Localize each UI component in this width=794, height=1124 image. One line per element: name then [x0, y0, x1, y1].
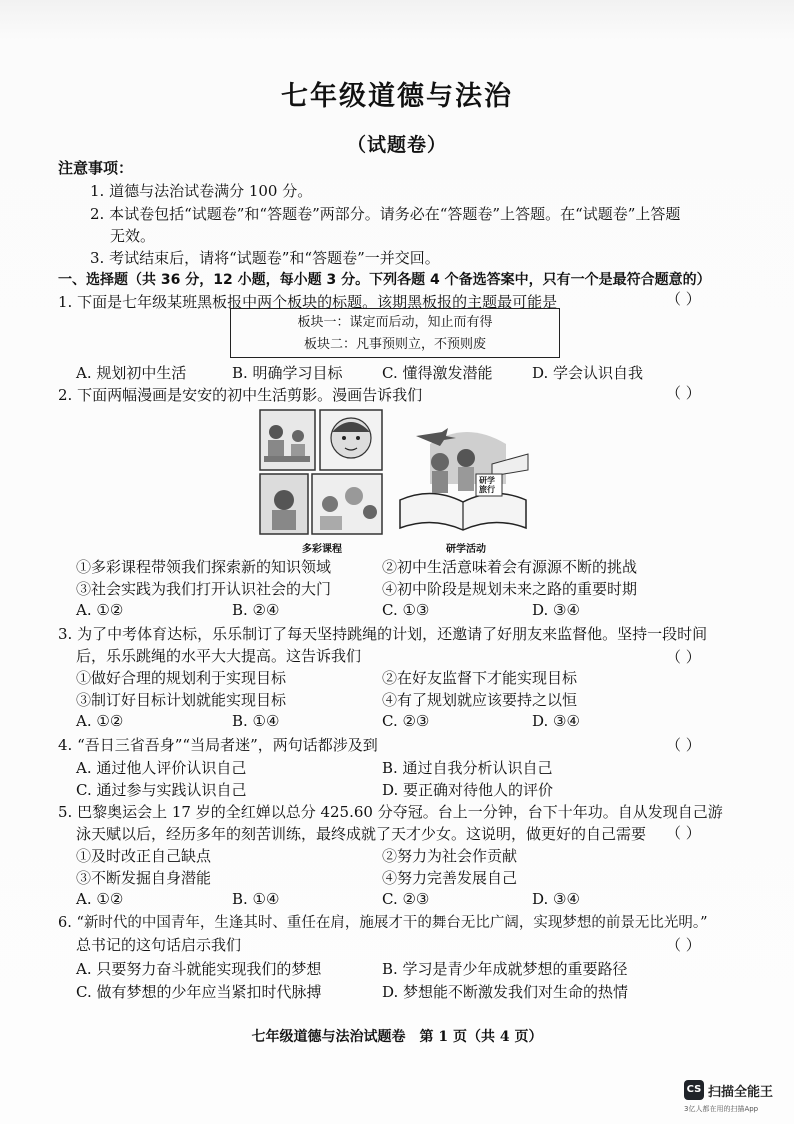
watermark-slogan: 3亿人都在用的扫描App: [684, 1105, 759, 1113]
question-2-stem: 2. 下面两幅漫画是安安的初中生活剪影。漫画告诉我们: [58, 386, 423, 404]
box-line: 板块一：谋定而后动，知止而有得: [297, 315, 493, 330]
answer-paren: （ ）: [666, 384, 701, 402]
note-item: 3. 考试结束后，请将“试题卷”和“答题卷”一并交回。: [90, 249, 440, 267]
note-item: 2. 本试卷包括“试题卷”和“答题卷”两部分。请务必在“答题卷”上答题。在“试题卷”上答题: [90, 205, 681, 223]
option-a: A. 只要努力奋斗就能实现我们的梦想: [76, 960, 322, 978]
option-c: C. 做有梦想的少年应当紧扣时代脉搏: [76, 983, 322, 1001]
option-d: D. 要正确对待他人的评价: [382, 781, 554, 799]
option-d: D. ③④: [532, 890, 580, 908]
camscanner-logo-icon: CS: [684, 1080, 704, 1100]
option-a: A. ①②: [76, 712, 124, 730]
question-1-stem: 1. 下面是七年级某班黑板报中两个板块的标题。该期黑板报的主题最可能是: [58, 293, 558, 311]
notes-heading: 注意事项：: [58, 159, 134, 177]
question-5-stem: 泳天赋以后，经历多年的刻苦训练，最终成就了天才少女。这说明，做更好的自己需要: [76, 825, 647, 843]
option-a: A. ①②: [76, 601, 124, 619]
statement: ①及时改正自己缺点: [76, 847, 212, 865]
answer-paren: （ ）: [666, 824, 701, 842]
section-heading: 一、选择题（共 36 分，12 小题，每小题 3 分。下列各题 4 个备选答案中，只有一个是最符合题意的）: [58, 272, 711, 288]
answer-paren: （ ）: [666, 648, 701, 666]
page-subtitle: （试题卷）: [346, 134, 447, 156]
option-c: C. ②③: [382, 890, 430, 908]
statement: ④有了规划就应该要持之以恒: [382, 691, 578, 709]
option-b: B. 学习是青少年成就梦想的重要路径: [382, 960, 628, 978]
statement: ③社会实践为我们打开认识社会的大门: [76, 580, 332, 598]
option-c: C. 通过参与实践认识自己: [76, 781, 247, 799]
note-item: 无效。: [110, 227, 156, 245]
option-c: C. ①③: [382, 601, 430, 619]
statement: ①做好合理的规划利于实现目标: [76, 669, 287, 687]
statement: ②在好友监督下才能实现目标: [382, 669, 578, 687]
page-footer: 七年级道德与法治试题卷 第 1 页（共 4 页）: [251, 1029, 543, 1045]
option-b: B. ②④: [232, 601, 280, 619]
question-5-stem: 5. 巴黎奥运会上 17 岁的全红婵以总分 425.60 分夺冠。台上一分钟，台下十年功。自从发现自己游: [58, 803, 723, 821]
option-b: B. ①④: [232, 712, 280, 730]
question-6-stem: 6. “新时代的中国青年，生逢其时、重任在肩，施展才干的舞台无比广阔，实现梦想的前景无比光明。”: [58, 915, 708, 931]
option-c: C. ②③: [382, 712, 430, 730]
option-a: A. 通过他人评价认识自己: [76, 759, 247, 777]
question-3-stem: 3. 为了中考体育达标，乐乐制订了每天坚持跳绳的计划，还邀请了好朋友来监督他。坚持一段时间: [58, 625, 708, 643]
blackboard-box: [230, 308, 560, 358]
option-d: D. 梦想能不断激发我们对生命的热情: [382, 983, 629, 1001]
comic-caption: 研学活动: [446, 544, 486, 555]
question-6-stem: 总书记的这句话启示我们: [76, 936, 242, 954]
page-title: 七年级道德与法治: [281, 81, 513, 112]
statement: ④初中阶段是规划未来之路的重要时期: [382, 580, 638, 598]
question-4-stem: 4. “吾日三省吾身”“当局者迷”，两句话都涉及到: [58, 736, 378, 754]
statement: ②努力为社会作贡献: [382, 847, 518, 865]
statement: ③不断发掘自身潜能: [76, 869, 212, 887]
option-b: B. 明确学习目标: [232, 364, 343, 382]
statement: ③制订好目标计划就能实现目标: [76, 691, 287, 709]
option-c: C. 懂得激发潜能: [382, 364, 493, 382]
option-d: D. ③④: [532, 712, 580, 730]
comic-diverse-courses: [258, 408, 384, 536]
answer-paren: （ ）: [666, 736, 701, 754]
statement: ④努力完善发展自己: [382, 869, 518, 887]
watermark-name: 扫描全能王: [708, 1085, 774, 1100]
option-b: B. ①④: [232, 890, 280, 908]
option-a: A. 规划初中生活: [76, 364, 187, 382]
book-label: 研学 旅行: [479, 476, 495, 494]
answer-paren: （ ）: [666, 290, 701, 308]
scanner-watermark: [684, 1080, 794, 1120]
option-d: D. 学会认识自我: [532, 364, 644, 382]
statement: ②初中生活意味着会有源源不断的挑战: [382, 558, 638, 576]
option-a: A. ①②: [76, 890, 124, 908]
question-3-stem: 后，乐乐跳绳的水平大大提高。这告诉我们: [76, 647, 362, 665]
box-line: 板块二：凡事预则立，不预则废: [303, 337, 486, 352]
answer-paren: （ ）: [666, 936, 701, 954]
comic-caption: 多彩课程: [302, 544, 342, 555]
comic-study-tour: [396, 424, 530, 536]
statement: ①多彩课程带领我们探索新的知识领域: [76, 558, 332, 576]
option-b: B. 通过自我分析认识自己: [382, 759, 553, 777]
option-d: D. ③④: [532, 601, 580, 619]
note-item: 1. 道德与法治试卷满分 100 分。: [90, 182, 313, 200]
